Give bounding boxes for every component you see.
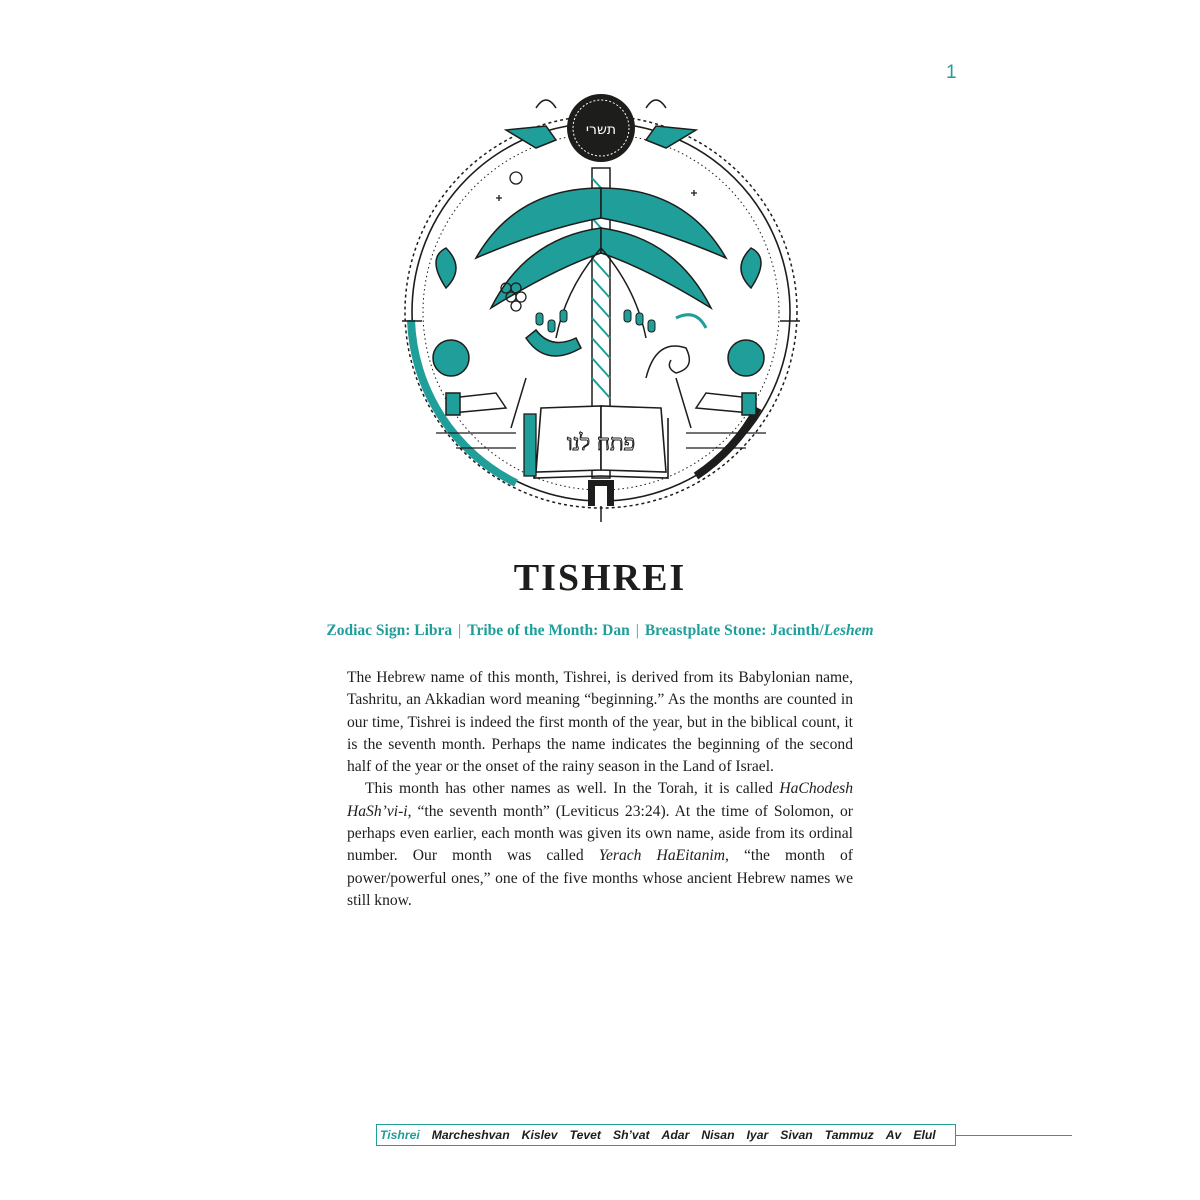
month-nav-item-marcheshvan[interactable]: Marcheshvan: [431, 1128, 510, 1142]
month-nav-item-tammuz[interactable]: Tammuz: [824, 1128, 874, 1142]
month-nav-item-tevet[interactable]: Tevet: [569, 1128, 601, 1142]
page-number: 1: [946, 62, 957, 83]
meta-separator: |: [635, 622, 639, 639]
paragraph-2-text: This month has other names as well. In the Torah, it is called: [365, 780, 780, 798]
month-nav: [376, 1124, 948, 1146]
month-meta-line: [0, 622, 1200, 640]
month-emblem-illustration: [396, 88, 806, 524]
page-title: TISHREI: [513, 557, 687, 599]
month-nav-item-adar[interactable]: Adar: [661, 1128, 690, 1142]
month-nav-item-av[interactable]: Av: [885, 1128, 902, 1142]
paragraph-2-text: , “the seventh month” (Leviticus 23:24). At the time of Solomon, or perhaps even earlier, each month was given its own name, aside from its ordinal number. Our month was called: [347, 802, 853, 865]
month-nav-item-tishrei[interactable]: Tishrei: [380, 1128, 420, 1142]
month-nav-item-kislev[interactable]: Kislev: [521, 1128, 558, 1142]
month-nav-item-iyar[interactable]: Iyar: [746, 1128, 769, 1142]
month-nav-item-elul[interactable]: Elul: [913, 1128, 936, 1142]
tribe-of-month: Tribe of the Month: Dan: [467, 622, 630, 639]
zodiac-sign: Zodiac Sign: Libra: [326, 622, 453, 639]
month-nav-item-nisan[interactable]: Nisan: [701, 1128, 735, 1142]
seal-inscription: תשרי: [585, 122, 617, 138]
month-nav-item-shvat[interactable]: Sh’vat: [612, 1128, 650, 1142]
month-nav-rule: [956, 1135, 1072, 1136]
month-nav-item-sivan[interactable]: Sivan: [780, 1128, 813, 1142]
paragraph-1: The Hebrew name of this month, Tishrei, is derived from its Babylonian name, Tashritu, an Akkadian word meaning “beginning.” As the months are counted in our time, Tishrei is indeed the first month of the year, but in the biblical count, it is the seventh month. Perhaps the name indicates the beginning of the second half of the year or the onset of the rainy season in the Land of Israel.: [347, 669, 853, 776]
meta-separator: |: [458, 622, 462, 639]
paragraph-2-italic: Yerach HaEitanim: [598, 847, 725, 865]
breastplate-stone: Breastplate Stone: Jacinth/: [644, 622, 824, 639]
body-text: [347, 667, 853, 912]
paragraph-2-text: , “the month of power/powerful ones,” one of the five months whose ancient Hebrew names we still know.: [347, 847, 853, 909]
breastplate-stone-hebrew: Leshem: [823, 622, 874, 639]
paragraph-2: [347, 778, 853, 912]
book-inscription: פתח לנו: [566, 431, 636, 456]
paragraph-2-italic: HaChodesh HaSh’vi-i: [347, 780, 853, 820]
